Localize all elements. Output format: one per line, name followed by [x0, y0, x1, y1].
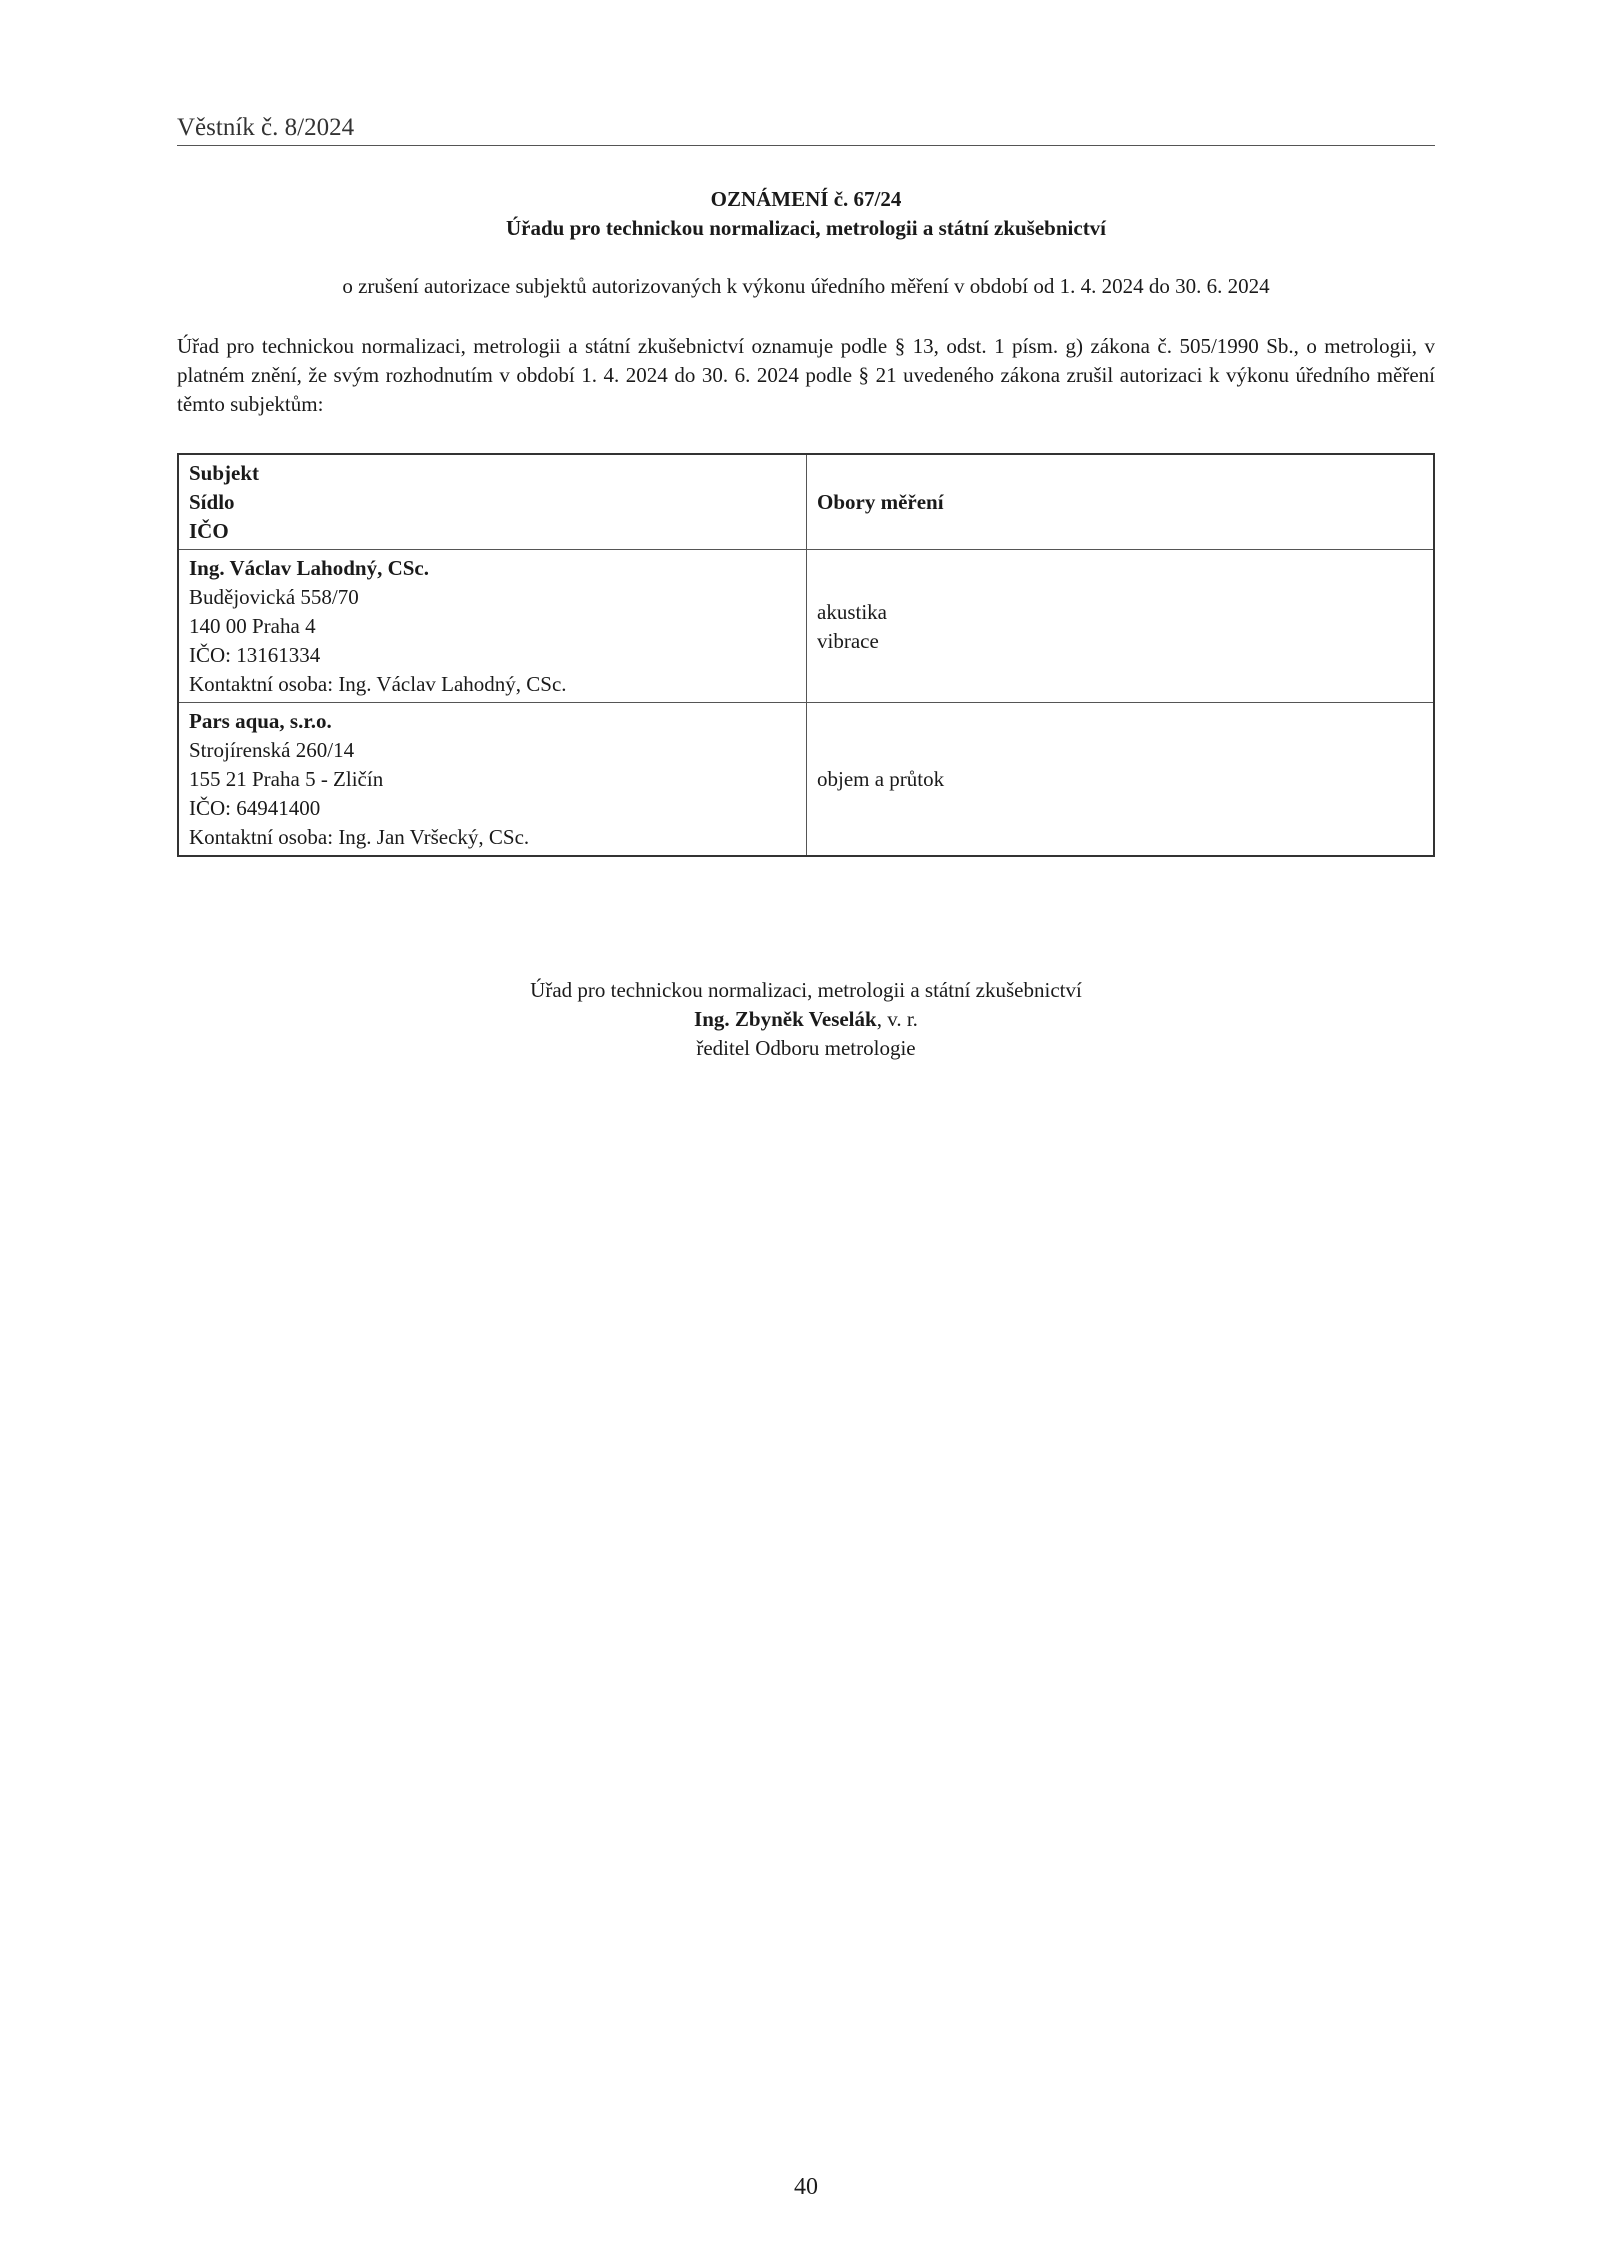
signatory-suffix: , v. r. [876, 1007, 918, 1031]
entity-city: 140 00 Praha 4 [189, 614, 316, 638]
signatory-name: Ing. Zbyněk Veselák [694, 1007, 877, 1031]
entity-name: Pars aqua, s.r.o. [189, 709, 332, 733]
entity-cell [178, 703, 807, 857]
entity-city: 155 21 Praha 5 - Zličín [189, 767, 384, 791]
field-item: objem a průtok [817, 767, 945, 791]
header-col-fields: Obory měření [807, 454, 1435, 550]
entity-ico: IČO: 64941400 [189, 796, 321, 820]
table-row [178, 703, 1434, 857]
signature-name-line [177, 1005, 1435, 1034]
field-item: akustika [817, 599, 887, 624]
field-item: vibrace [817, 628, 879, 653]
entity-cell [178, 550, 807, 703]
signature-block [177, 976, 1435, 1063]
entity-contact: Kontaktní osoba: Ing. Václav Lahodný, CSc. [189, 672, 567, 696]
bulletin-header: Věstník č. 8/2024 [177, 114, 1435, 146]
header-sidlo: Sídlo [189, 490, 235, 514]
header-col-entity [178, 454, 807, 550]
header-ico: IČO [189, 519, 229, 543]
notice-title [177, 185, 1435, 243]
page-number: 40 [794, 2174, 818, 2200]
header-subjekt: Subjekt [189, 461, 260, 485]
revoked-entities-table [177, 453, 1435, 857]
fields-cell [807, 703, 1435, 857]
signature-office: Úřad pro technickou normalizaci, metrologii a státní zkušebnictví [530, 978, 1082, 1002]
entity-street: Budějovická 558/70 [189, 585, 359, 609]
entity-name: Ing. Václav Lahodný, CSc. [189, 556, 430, 580]
fields-cell [807, 550, 1435, 703]
notice-subject: o zrušení autorizace subjektů autorizovaných k výkonu úředního měření v období od 1. 4. 2024 do 30. 6. 2024 [342, 274, 1270, 298]
table-row [178, 550, 1434, 703]
entity-street: Strojírenská 260/14 [189, 738, 355, 762]
issuing-office: Úřadu pro technickou normalizaci, metrologii a státní zkušebnictví [505, 216, 1107, 240]
entity-ico: IČO: 13161334 [189, 643, 321, 667]
notice-number: OZNÁMENÍ č. 67/24 [710, 187, 902, 211]
signatory-role: ředitel Odboru metrologie [696, 1036, 916, 1060]
entity-contact: Kontaktní osoba: Ing. Jan Vršecký, CSc. [189, 825, 530, 849]
table-header-row [178, 454, 1434, 550]
intro-paragraph: Úřad pro technickou normalizaci, metrologii a státní zkušebnictví oznamuje podle § 13, odst. 1 písm. g) zákona č. 505/1990 Sb., o metrologii, v platném znění, že svým rozhodnutím v období 1. 4. 2024 do 30. 6. 2024 podle § 21 uvedeného zákona zrušil autorizaci k výkonu úředního měření těmto subjektům: [177, 334, 1435, 416]
